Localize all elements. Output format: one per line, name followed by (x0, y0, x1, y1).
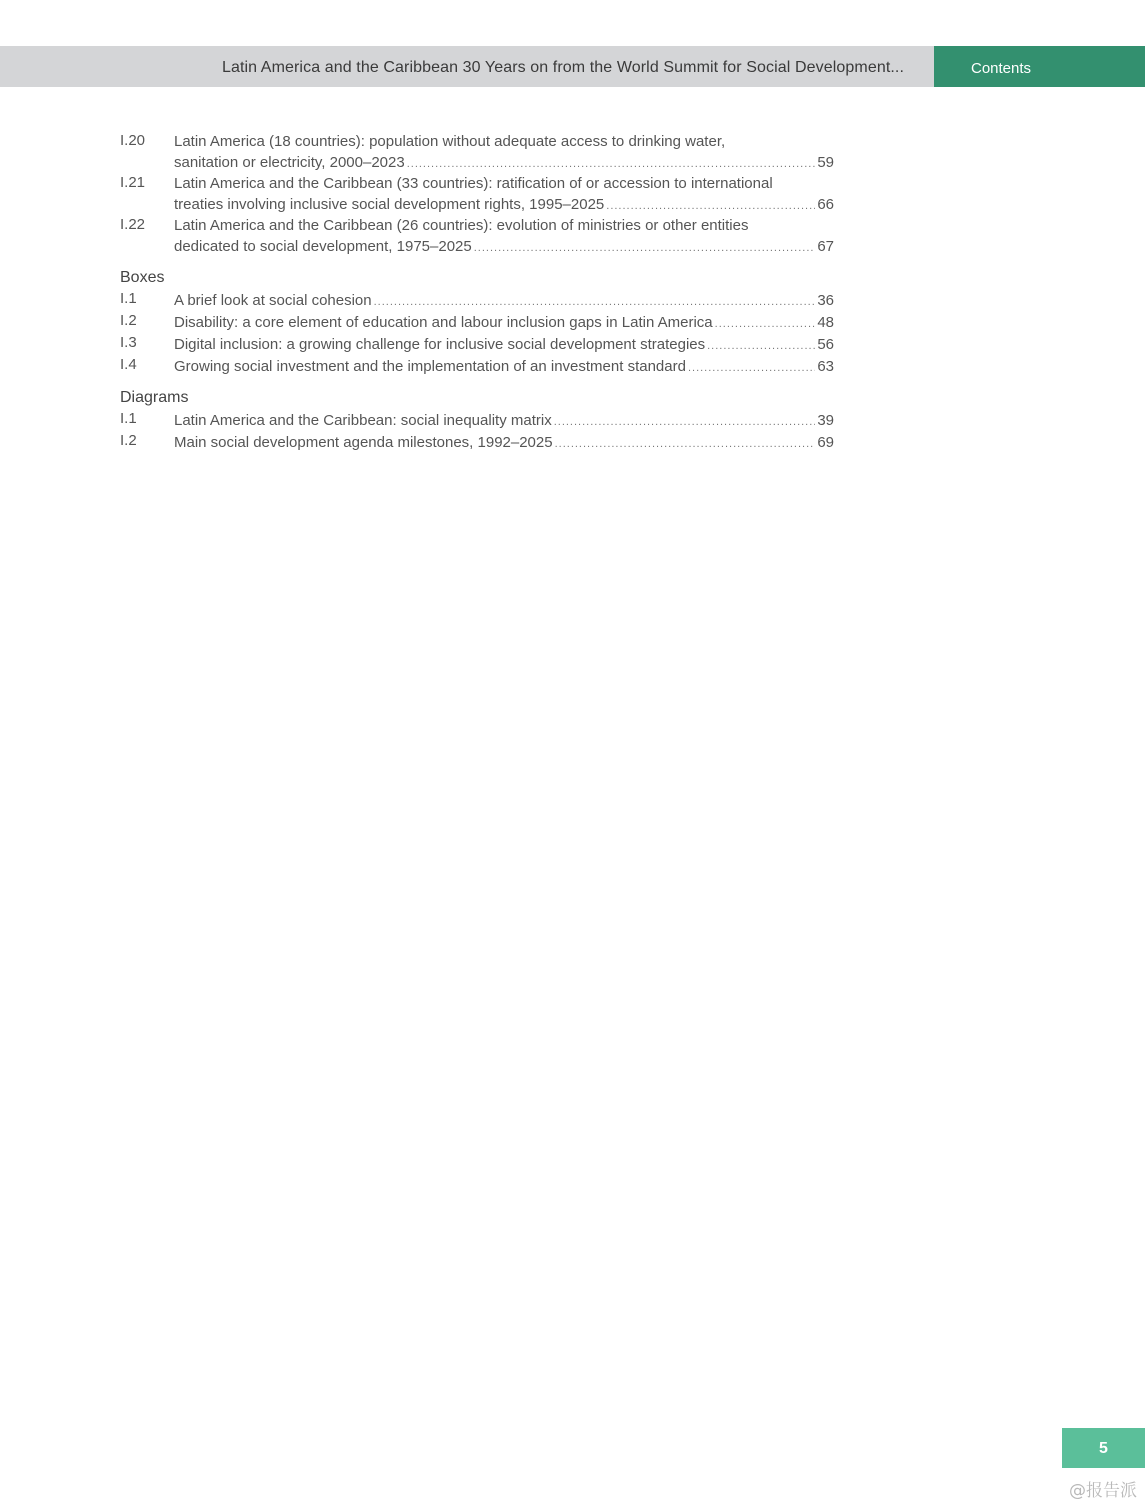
entry-title: Disability: a core element of education and labour inclusion gaps in Latin America (174, 314, 713, 331)
entry-page-number: 39 (817, 412, 834, 429)
entry-page-number: 48 (817, 314, 834, 331)
entry-title: Growing social investment and the implementation of an investment standard (174, 358, 686, 375)
dot-leader (688, 357, 815, 379)
entry-number: I.2 (120, 432, 137, 449)
entry-number: I.22 (120, 216, 146, 233)
dot-leader (707, 335, 815, 357)
toc-entry-figure-i22[interactable] (120, 216, 834, 258)
entry-page-number: 56 (817, 336, 834, 353)
section-heading-boxes: Boxes (120, 269, 165, 286)
entry-number: I.3 (120, 334, 137, 351)
entry-title-line1: Latin America (18 countries): population without adequate access to drinking water, (174, 133, 726, 150)
entry-title-line1: Latin America and the Caribbean (26 countries): evolution of ministries or other entities (174, 217, 749, 234)
entry-number: I.20 (120, 132, 146, 149)
toc-entry-figure-i20[interactable] (120, 132, 834, 174)
entry-title-line1: Latin America and the Caribbean (33 countries): ratification of or accession to international (174, 175, 773, 192)
dot-leader (374, 291, 816, 313)
toc-entry-diagram-i1[interactable] (120, 410, 834, 432)
toc-entry-box-i1[interactable] (120, 290, 834, 312)
entry-title: Main social development agenda milestones, 1992–2025 (174, 434, 553, 451)
entry-title-line2: sanitation or electricity, 2000–2023 (174, 154, 405, 171)
entry-page-number: 36 (817, 292, 834, 309)
entry-title: A brief look at social cohesion (174, 292, 372, 309)
dot-leader (407, 153, 816, 175)
toc-entry-diagram-i2[interactable] (120, 432, 834, 454)
entry-title: Latin America and the Caribbean: social inequality matrix (174, 412, 552, 429)
contents-tab-label: Contents (971, 60, 1032, 77)
entry-title: Digital inclusion: a growing challenge for inclusive social development strategies (174, 336, 706, 353)
entry-number: I.21 (120, 174, 146, 191)
entry-title-line2: treaties involving inclusive social development rights, 1995–2025 (174, 196, 605, 213)
toc-entry-box-i3[interactable] (120, 334, 834, 356)
page-number-badge: 5 (1062, 1428, 1145, 1468)
header-title-bar (0, 46, 934, 87)
dot-leader (555, 433, 816, 455)
document-title: Latin America and the Caribbean 30 Years on from the World Summit for Social Development... (221, 59, 904, 76)
entry-page-number: 63 (817, 358, 834, 375)
entry-number: I.1 (120, 410, 137, 427)
section-heading-diagrams: Diagrams (120, 389, 189, 406)
page-header (0, 46, 1145, 87)
entry-number: I.4 (120, 356, 137, 373)
contents-tab[interactable] (934, 46, 1145, 87)
toc-entry-figure-i21[interactable] (120, 174, 834, 216)
toc-entry-box-i2[interactable] (120, 312, 834, 334)
dot-leader (474, 237, 816, 259)
dot-leader (554, 411, 816, 433)
entry-title-line2: dedicated to social development, 1975–2025 (174, 238, 472, 255)
entry-page-number: 67 (817, 238, 834, 255)
entry-page-number: 59 (817, 154, 834, 171)
entry-page-number: 69 (817, 434, 834, 451)
dot-leader (606, 195, 815, 217)
watermark: @报告派 (1069, 1481, 1137, 1501)
toc-entry-box-i4[interactable] (120, 356, 834, 378)
entry-page-number: 66 (817, 196, 834, 213)
entry-number: I.1 (120, 290, 137, 307)
dot-leader (715, 313, 816, 335)
entry-number: I.2 (120, 312, 137, 329)
table-of-contents (120, 132, 834, 454)
